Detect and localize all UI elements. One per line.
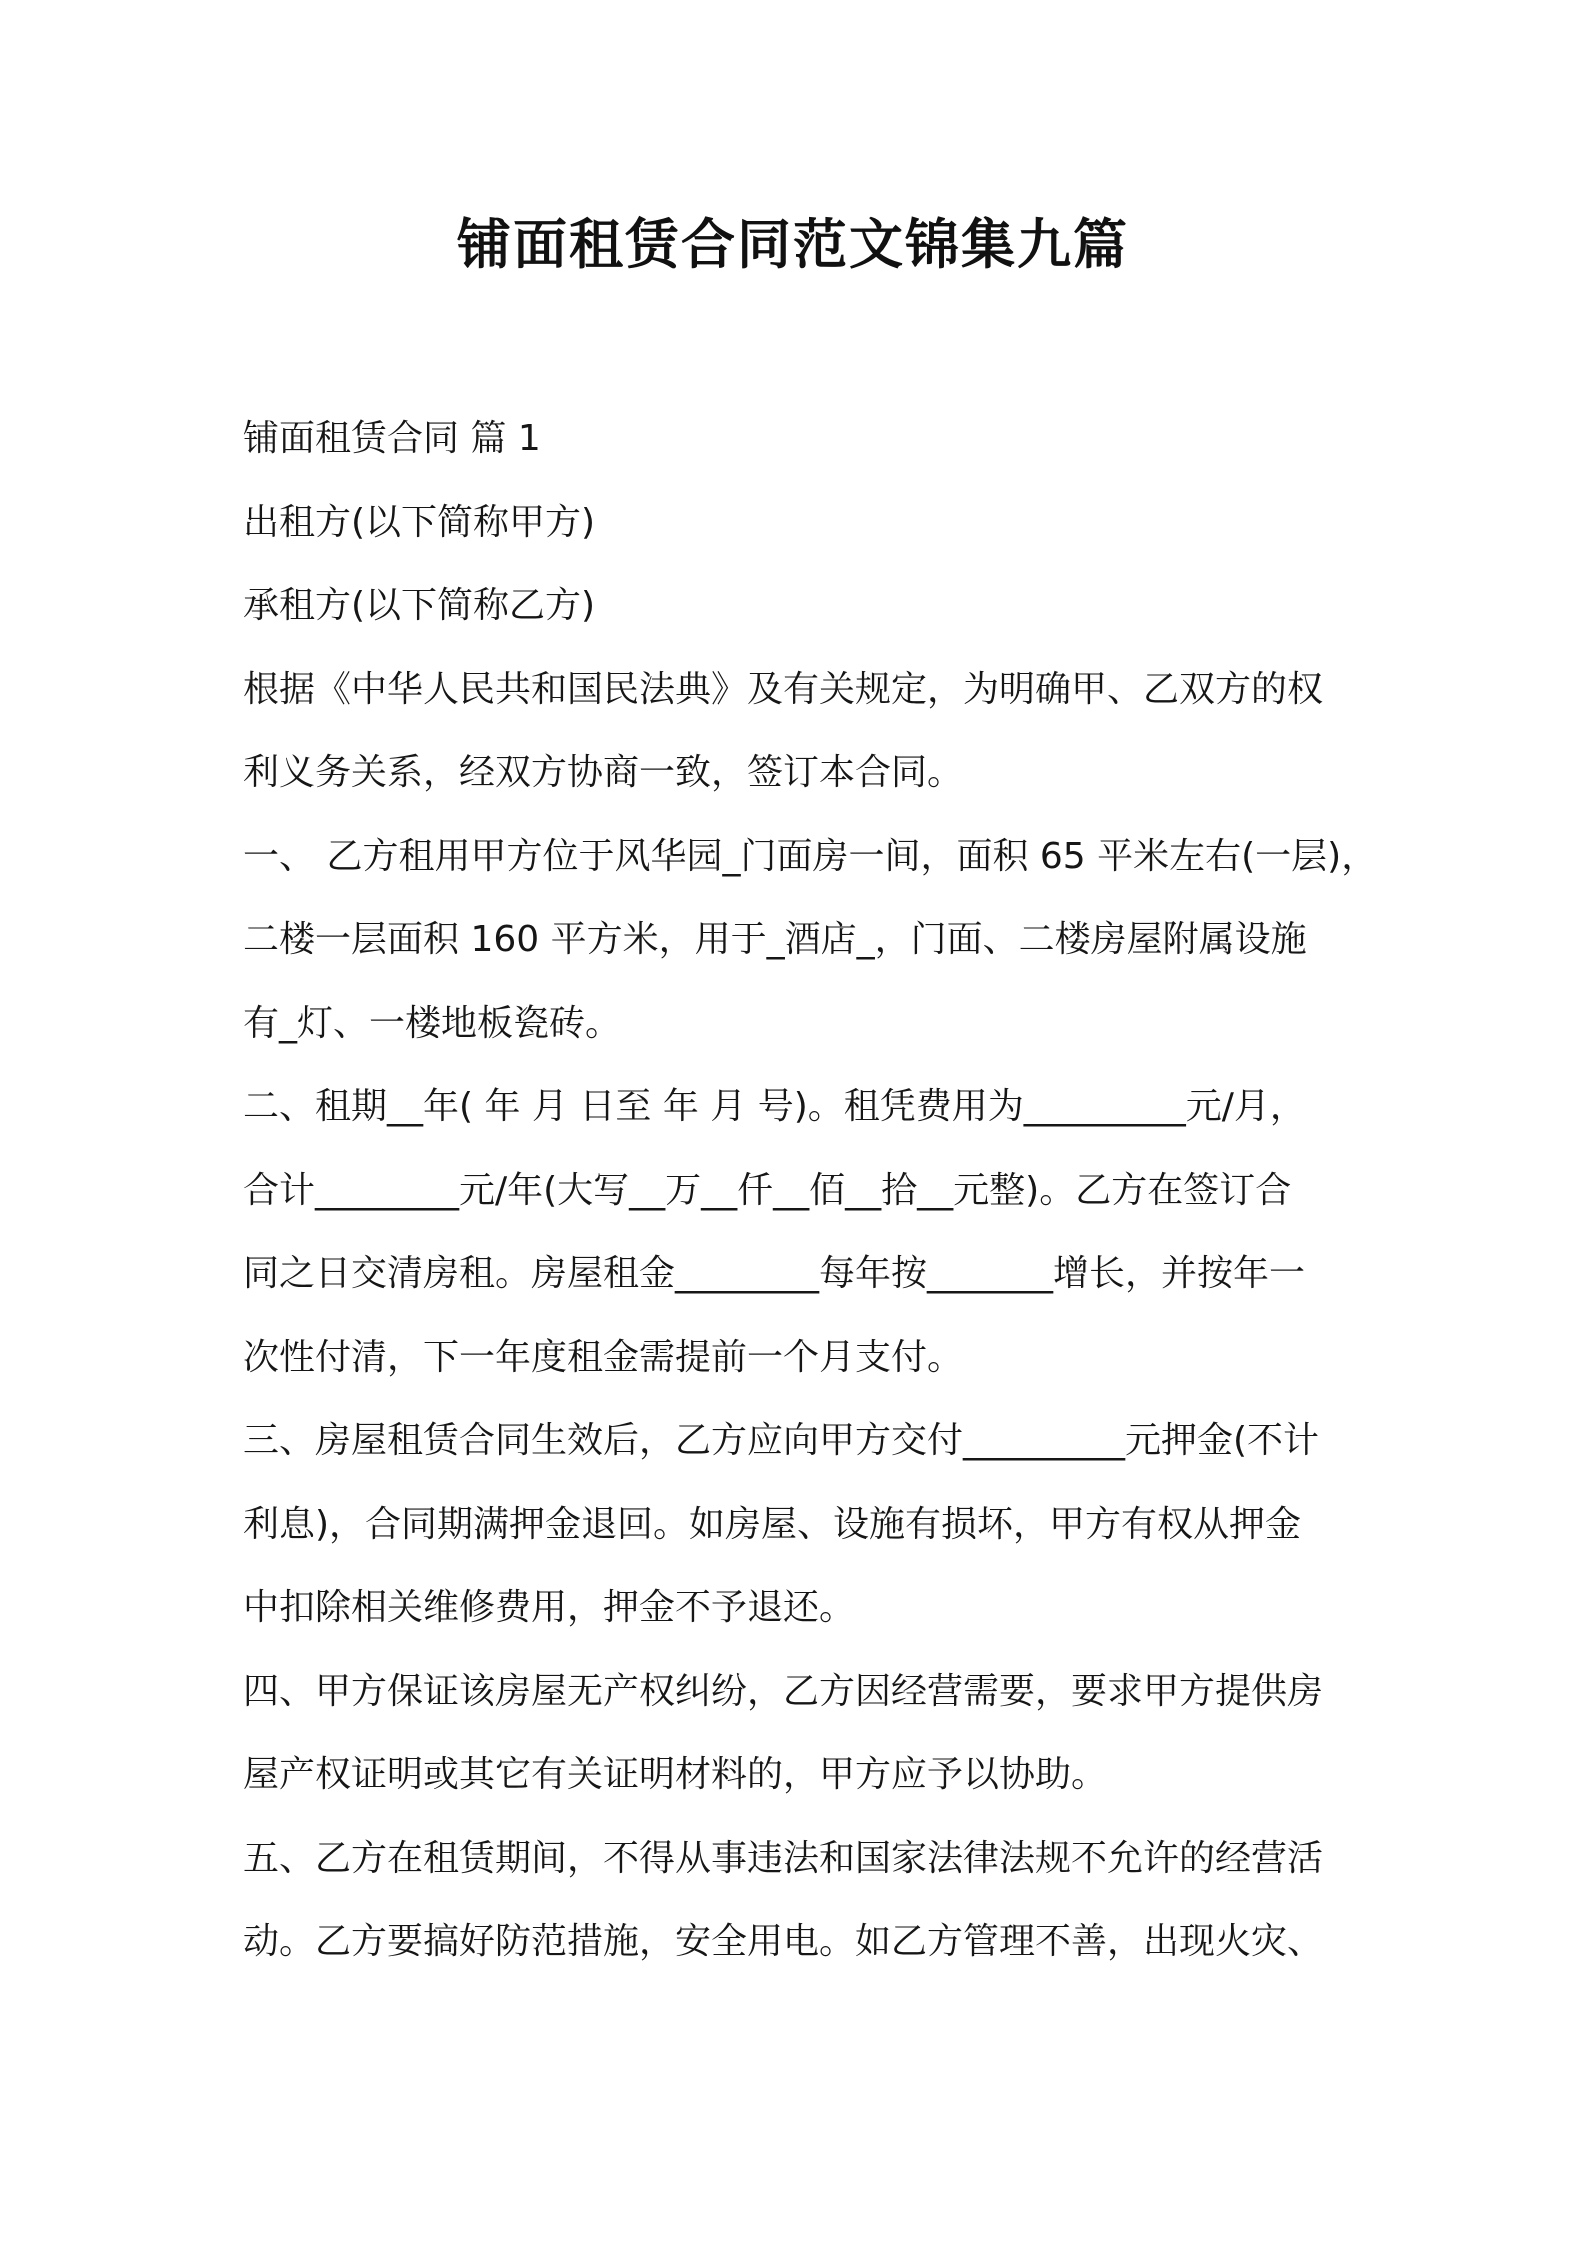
text-line: 根据《中华人民共和国民法典》及有关规定，为明确甲、乙双方的权 — [243, 668, 1324, 710]
text-line: 利义务关系，经双方协商一致，签订本合同。 — [243, 752, 964, 793]
text-line: 合计________元/年(大写__万__仟__佰__拾__元整)。乙方在签订合 — [243, 1169, 1292, 1211]
text-line: 同之日交清房租。房屋租金________每年按_______增长，并按年一 — [243, 1253, 1306, 1294]
lessee-line: 承租方(以下简称乙方) — [243, 585, 596, 626]
document-body — [243, 397, 1378, 1984]
text-line: 四、甲方保证该房屋无产权纠纷，乙方因经营需要，要求甲方提供房 — [243, 1670, 1324, 1712]
text-line: 三、房屋租赁合同生效后，乙方应向甲方交付_________元押金(不计 — [243, 1420, 1320, 1461]
text-line: 屋产权证明或其它有关证明材料的，甲方应予以协助。 — [243, 1754, 1108, 1795]
text-line: 二、租期__年( 年 月 日至 年 月 号)。租凭费用为_________元/月， — [243, 1086, 1306, 1127]
document-title: 铺面租赁合同范文锦集九篇 — [457, 213, 1129, 276]
section-heading: 铺面租赁合同 篇 1 — [243, 418, 541, 459]
text-line: 动。乙方要搞好防范措施，安全用电。如乙方管理不善，出现火灾、 — [243, 1921, 1324, 1962]
lessor-line: 出租方(以下简称甲方) — [243, 501, 596, 543]
text-line: 二楼一层面积 160 平方米，用于_酒店_，门面、二楼房屋附属设施 — [243, 919, 1307, 960]
text-line: 中扣除相关维修费用，押金不予退还。 — [243, 1587, 856, 1628]
text-line: 利息)，合同期满押金退回。如房屋、设施有损坏，甲方有权从押金 — [243, 1503, 1302, 1545]
text-line: 次性付清，下一年度租金需提前一个月支付。 — [243, 1336, 964, 1378]
text-line: 五、乙方在租赁期间，不得从事违法和国家法律法规不允许的经营活 — [243, 1837, 1324, 1879]
text-line: 有_灯、一楼地板瓷砖。 — [243, 1002, 622, 1044]
text-line: 一、 乙方租用甲方位于风华园_门面房一间，面积 65 平米左右(一层)， — [243, 835, 1378, 877]
